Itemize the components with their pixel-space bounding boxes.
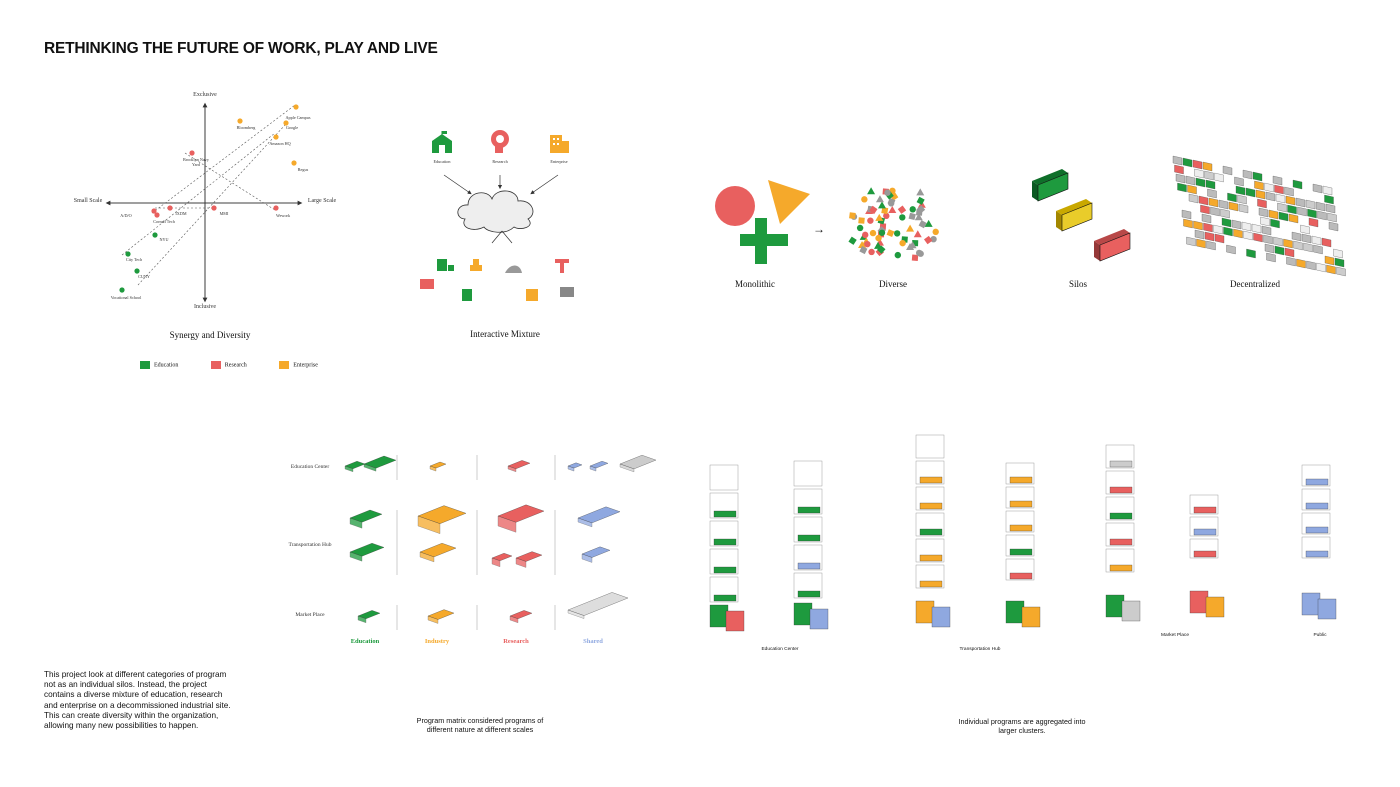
tower-program [1110, 565, 1132, 571]
cluster-base [726, 611, 744, 631]
synergy-point-label: Google [285, 125, 299, 130]
arrow-icon: → [813, 222, 825, 236]
tower-program [798, 507, 820, 513]
decentralized-cell [1214, 225, 1223, 234]
decentralized-cell [1229, 202, 1238, 211]
decentralized-cell [1294, 241, 1303, 250]
decentralized-cell [1184, 219, 1193, 228]
synergy-point-label: Apple Campus [285, 115, 311, 120]
cluster-base [1106, 595, 1124, 617]
diverse-shape [861, 196, 867, 202]
diverse-shape [848, 237, 856, 245]
decentralized-cell [1186, 176, 1195, 185]
diverse-shape [849, 212, 856, 219]
diverse-shape [916, 209, 923, 216]
decentralized-cell [1265, 183, 1274, 192]
decentralized-cell [1188, 185, 1197, 194]
decentralized-cell [1269, 210, 1278, 219]
tower-program [1306, 551, 1328, 557]
tower-program [920, 503, 942, 509]
cluster-base [1206, 597, 1224, 617]
cluster-label-market-place: Market Place [1161, 633, 1189, 638]
interactive-mixture [410, 125, 600, 345]
decentralized-cell [1274, 237, 1283, 246]
decentralized-cell [1302, 234, 1311, 243]
matrix-col-industry: Industry [424, 638, 450, 645]
monolithic-label: Monolithic [735, 279, 775, 289]
diverse-shape [895, 252, 901, 258]
diverse-shape [858, 217, 865, 224]
decentralized-cell [1175, 165, 1184, 174]
decentralized-cell [1264, 235, 1273, 244]
decentralized-cell [1304, 243, 1313, 252]
decentralized-cell [1314, 245, 1323, 254]
decentralized-cell [1322, 238, 1331, 247]
cluster-label-public: Public [1313, 633, 1327, 638]
decentralized-cell [1223, 166, 1232, 175]
diverse-shape [899, 214, 905, 220]
decentralized-cell [1205, 232, 1214, 241]
tower-program [1194, 507, 1216, 513]
synergy-axes [60, 85, 360, 325]
decentralized-cell [1258, 199, 1267, 208]
matrix-col-education: Education [350, 638, 380, 645]
cluster-base [1318, 599, 1336, 619]
tower-program [798, 563, 820, 569]
diverse-shape [914, 230, 922, 237]
diverse-shape [887, 229, 895, 237]
decentralized-cell [1298, 207, 1307, 216]
synergy-point-label: Cornell Tech [153, 219, 175, 224]
decentralized-cell [1215, 173, 1224, 182]
tower-program [798, 591, 820, 597]
diverse-shape [870, 230, 876, 236]
diverse-shape [879, 230, 885, 236]
decentralized-cell [1215, 234, 1224, 243]
diverse-shape [906, 225, 914, 232]
diverse-shape [909, 213, 916, 220]
legend-education: Education [140, 361, 178, 369]
matrix-caption: Program matrix considered programs of different nature at different scales [416, 716, 544, 734]
tower-program [920, 555, 942, 561]
silos-blocks [1028, 165, 1138, 260]
decentralized-cell [1221, 209, 1230, 218]
decentralized-cell [1187, 237, 1196, 246]
decentralized-cell [1194, 221, 1203, 230]
decentralized-cell [1242, 222, 1251, 231]
decentralized-cell [1296, 198, 1305, 207]
decentralized-cell [1285, 187, 1294, 196]
decentralized-cell [1276, 194, 1285, 203]
decentralized-cell [1203, 162, 1212, 171]
mixture-label-education: Education [433, 159, 451, 164]
decentralized-cell [1328, 213, 1337, 222]
decentralized-cell [1309, 218, 1318, 227]
tower-program [1010, 525, 1032, 531]
diverse-shape [919, 220, 927, 228]
tower-program [1194, 529, 1216, 535]
diverse-shape [916, 250, 922, 256]
synergy-point [189, 150, 194, 155]
decentralized-cell [1201, 205, 1210, 214]
cluster-base [1190, 591, 1208, 613]
tower-program [1194, 551, 1216, 557]
decentralized-cell [1253, 172, 1262, 181]
program-matrix [280, 440, 660, 740]
decentralized-cell [1227, 245, 1236, 254]
decentralized-cell [1246, 188, 1255, 197]
diverse-shape [884, 190, 890, 196]
building-icon [547, 131, 571, 155]
diverse-shape [899, 240, 905, 246]
decentralized-cell [1316, 202, 1325, 211]
diverse-shape [912, 255, 918, 261]
synergy-point [273, 205, 278, 210]
axis-label-right: Large Scale [307, 198, 337, 204]
decentralized-cell [1224, 227, 1233, 236]
tower-program [798, 535, 820, 541]
decentralized-cell [1261, 217, 1270, 226]
tower-program [714, 567, 736, 573]
decentralized-cell [1219, 200, 1228, 209]
decentralized-cell [1176, 174, 1185, 183]
cluster-label-education-center: Education Center [761, 647, 799, 652]
decentralized-cell [1236, 186, 1245, 195]
decentralized-cell [1337, 267, 1346, 276]
decentralized-cell [1325, 195, 1334, 204]
decentralized-cell [1235, 177, 1244, 186]
decentralized-cell [1255, 181, 1264, 190]
tower-program [1010, 573, 1032, 579]
cluster-base [794, 603, 812, 625]
synergy-point-label: City Tech [125, 257, 143, 262]
synergy-point [154, 212, 159, 217]
diverse-shape [910, 206, 916, 212]
synergy-point-label: Regus [297, 167, 309, 172]
clusters-caption: Individual programs are aggregated into larger clusters. [958, 717, 1086, 735]
diverse-shape [868, 249, 874, 255]
diverse-shape [864, 241, 870, 247]
synergy-point-label: MMI [219, 211, 229, 216]
axis-label-bottom: Inclusive [194, 304, 216, 310]
mixture-label-enterprise: Enterprise [550, 159, 568, 164]
diverse-shape [916, 188, 924, 195]
diverse-shape [878, 201, 886, 208]
decentralized-cell [1205, 171, 1214, 180]
decentralized-cell [1301, 225, 1310, 234]
decentralized-cell [1178, 183, 1187, 192]
axis-label-top: Exclusive [193, 92, 217, 98]
decentralized-cell [1292, 232, 1301, 241]
tower-program [1306, 503, 1328, 509]
cluster-base [1122, 601, 1140, 621]
decentralized-cell [1189, 194, 1198, 203]
decentralized-cell [1204, 223, 1213, 232]
diverse-label: Diverse [879, 279, 907, 289]
decentralized-cell [1252, 224, 1261, 233]
diverse-shape [862, 232, 868, 238]
decentralized-cell [1239, 204, 1248, 213]
synergy-point-label: Amazon HQ [269, 141, 291, 146]
decentralized-cell [1211, 207, 1220, 216]
school-icon [430, 131, 454, 155]
tower-program [1110, 539, 1132, 545]
cluster-base [1022, 607, 1040, 627]
diverse-shape [898, 206, 906, 214]
synergy-legend [140, 353, 380, 371]
synergy-point-label: IXDM [175, 211, 187, 216]
decentralized-cell [1247, 249, 1256, 258]
cluster-base [1006, 601, 1024, 623]
decentralized-cell [1267, 253, 1276, 262]
decentralized-cell [1244, 231, 1253, 240]
tower-program [1110, 461, 1132, 467]
decentralized-cell [1286, 196, 1295, 205]
decentralized-cell [1287, 257, 1296, 266]
decentralized-cell [1326, 204, 1335, 213]
decentralized-cell [1312, 236, 1321, 245]
decentralized-cell [1278, 203, 1287, 212]
decentralized-cell [1288, 205, 1297, 214]
decentralized-cell [1183, 158, 1192, 167]
decentralized-cell [1238, 195, 1247, 204]
concept-decentralized [1165, 148, 1345, 290]
decentralized-cell [1193, 160, 1202, 169]
decentralized-cell [1202, 214, 1211, 223]
decentralized-cell [1297, 259, 1306, 268]
decentralized-cell [1318, 211, 1327, 220]
synergy-point-label: Brooklyn Navy Yard [183, 157, 209, 167]
diverse-shape [875, 235, 881, 241]
decentralized-cell [1325, 256, 1334, 265]
cluster-label-transportation-hub: Transportation Hub [959, 647, 1001, 652]
monolithic-shapes [710, 180, 820, 275]
tower-program [1110, 487, 1132, 493]
silos-label: Silos [1068, 279, 1087, 289]
synergy-point-label: A/D/O [120, 213, 132, 218]
decentralized-cell [1329, 222, 1338, 231]
decentralized-cell [1243, 170, 1252, 179]
matrix-dividers [280, 440, 660, 640]
decentralized-cell [1293, 180, 1302, 189]
decentralized-cell [1306, 200, 1315, 209]
decentralized-cell [1284, 239, 1293, 248]
synergy-point [134, 268, 139, 273]
diverse-shapes [843, 180, 943, 275]
synergy-point [273, 134, 278, 139]
axis-label-left: Small Scale [73, 198, 103, 204]
matrix-row-market-place: Market Place [295, 612, 325, 618]
tower-program [1110, 513, 1132, 519]
decentralized-cell [1195, 230, 1204, 239]
diverse-shape [867, 217, 873, 223]
decentralized-cell [1182, 210, 1191, 219]
tower-program [1306, 527, 1328, 533]
decentralized-cell [1254, 233, 1263, 242]
synergy-diagram [60, 85, 360, 375]
decentralized-cell [1228, 193, 1237, 202]
synergy-point-label: CUNY [138, 274, 150, 279]
cloud-diagram [410, 169, 600, 299]
decentralized-cell [1273, 176, 1282, 185]
decentralized-cell [1285, 248, 1294, 257]
tower-program [1010, 549, 1032, 555]
mixture-label-research: Research [492, 159, 508, 164]
program-clusters [690, 425, 1370, 745]
synergy-caption: Synergy and Diversity [169, 330, 251, 340]
decentralized-cell [1323, 186, 1332, 195]
diverse-shape [867, 187, 875, 194]
decentralized-cell [1232, 220, 1241, 229]
decentralized-cell [1259, 208, 1268, 217]
decentralized-cell [1279, 212, 1288, 221]
synergy-point-label: Vocational School [110, 295, 142, 300]
tower-floor [916, 435, 944, 458]
cluster-base [1302, 593, 1320, 615]
decentralized-cell [1195, 169, 1204, 178]
decentralized-map [1165, 148, 1345, 258]
decentralized-cell [1335, 258, 1344, 267]
decentralized-cell [1265, 244, 1274, 253]
cluster-diagrams [690, 425, 1370, 655]
decentralized-cell [1307, 261, 1316, 270]
matrix-col-shared: Shared [583, 638, 603, 645]
project-description: This project look at different categories of program not as an individual silos. Instead, the project contains a diverse mixture of education, research and enterprise on a decommissioned industrial site. This can create diversity within the organization, allowing many new possibilities to happen. [44, 670, 231, 731]
tower-program [714, 511, 736, 517]
matrix-col-research: Research [503, 638, 529, 645]
legend-research: Research [211, 361, 247, 369]
decentralized-cell [1197, 239, 1206, 248]
diverse-shape [857, 225, 863, 231]
diverse-shape [894, 230, 900, 236]
diverse-shape [875, 214, 883, 221]
cluster-base [916, 601, 934, 623]
tower-program [1306, 479, 1328, 485]
decentralized-cell [1207, 241, 1216, 250]
brain-icon [488, 129, 512, 153]
tower-program [1010, 501, 1032, 507]
decentralized-cell [1308, 209, 1317, 218]
program-block [568, 592, 628, 615]
page-title: RETHINKING THE FUTURE OF WORK, PLAY AND LIVE [44, 40, 438, 57]
tower-floor [710, 465, 738, 490]
decentralized-cell [1271, 219, 1280, 228]
decentralized-cell [1208, 189, 1217, 198]
decentralized-cell [1313, 184, 1322, 193]
decentralized-cell [1334, 249, 1343, 258]
synergy-point [211, 205, 216, 210]
legend-enterprise: Enterprise [279, 361, 318, 369]
decentralized-label: Decentralized [1230, 279, 1280, 289]
decentralized-cell [1256, 190, 1265, 199]
decentralized-cell [1275, 246, 1284, 255]
mixture-caption: Interactive Mixture [470, 329, 540, 339]
matrix-row-transportation-hub: Transportation Hub [288, 542, 332, 548]
synergy-point-label: NYU [159, 237, 169, 242]
decentralized-cell [1222, 218, 1231, 227]
synergy-point [119, 287, 124, 292]
decentralized-cell [1234, 229, 1243, 238]
decentralized-cell [1199, 196, 1208, 205]
diverse-shape [933, 229, 939, 235]
decentralized-cell [1275, 185, 1284, 194]
decentralized-cell [1317, 263, 1326, 272]
decentralized-cell [1262, 226, 1271, 235]
tower-program [714, 595, 736, 601]
tower-program [1010, 477, 1032, 483]
tower-program [714, 539, 736, 545]
cluster-base [710, 605, 728, 627]
tower-floor [794, 461, 822, 486]
synergy-point [237, 118, 242, 123]
cluster-base [932, 607, 950, 627]
decentralized-cell [1327, 265, 1336, 274]
tower-program [920, 581, 942, 587]
synergy-point-label: Bloomberg [236, 125, 256, 130]
synergy-point [167, 205, 172, 210]
tower-program [920, 529, 942, 535]
matrix-row-education-center: Education Center [290, 464, 330, 470]
concept-diverse [843, 180, 943, 290]
decentralized-cell [1209, 198, 1218, 207]
synergy-point [293, 104, 298, 109]
synergy-point [125, 251, 130, 256]
decentralized-cell [1266, 192, 1275, 201]
diverse-shape [876, 195, 884, 202]
decentralized-cell [1196, 178, 1205, 187]
decentralized-cell [1206, 180, 1215, 189]
cluster-base [810, 609, 828, 629]
concept-silos [1028, 165, 1138, 290]
concept-monolithic [710, 180, 820, 290]
decentralized-cell [1173, 156, 1182, 165]
synergy-point-label: Wework [275, 213, 291, 218]
diverse-shape [888, 206, 896, 213]
decentralized-cell [1289, 214, 1298, 223]
tower-program [920, 477, 942, 483]
synergy-point [291, 160, 296, 165]
